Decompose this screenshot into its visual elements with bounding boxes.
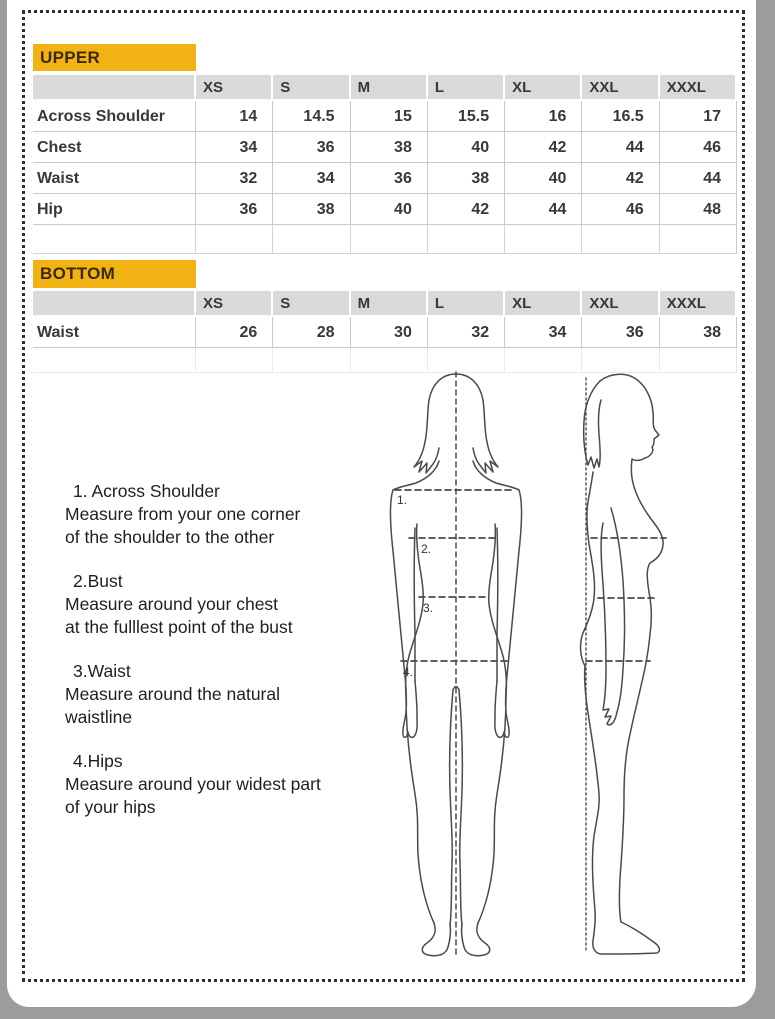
size-cell: 14	[196, 101, 273, 132]
size-cell: 17	[660, 101, 737, 132]
bottom-table-grid	[33, 291, 737, 373]
front-arm-left-inner	[414, 528, 415, 681]
size-cell: 36	[273, 132, 350, 163]
size-cell: 44	[660, 163, 737, 194]
size-header: XL	[505, 291, 582, 317]
upper-table-grid	[33, 75, 737, 254]
front-leg-left-outer	[406, 696, 450, 956]
size-cell: 30	[351, 317, 428, 348]
size-header: XXL	[582, 75, 659, 101]
measure-label-4: 4.	[403, 665, 414, 679]
row-label: Waist	[33, 317, 196, 348]
front-hair-left	[414, 374, 456, 473]
size-cell: 32	[196, 163, 273, 194]
front-arm-left	[390, 490, 417, 737]
instruction-line: Measure around your chest	[65, 594, 279, 614]
upper-section-label: UPPER	[33, 44, 196, 71]
size-header: XS	[196, 291, 273, 317]
front-hair-right	[456, 374, 498, 473]
size-cell: 42	[428, 194, 505, 225]
measure-label-2: 2.	[421, 542, 432, 556]
spacer-cell	[33, 225, 196, 254]
instruction-waist	[62, 660, 397, 729]
size-header: XXXL	[660, 75, 737, 101]
size-cell: 15	[351, 101, 428, 132]
instruction-title: 3.Waist	[73, 661, 131, 681]
instruction-hips	[62, 750, 397, 819]
size-cell: 16.5	[582, 101, 659, 132]
body-measurement-figures	[362, 366, 747, 970]
front-leg-right-inner	[459, 690, 462, 924]
size-cell: 46	[582, 194, 659, 225]
instruction-line: of your hips	[65, 797, 156, 817]
size-cell: 40	[351, 194, 428, 225]
size-header: S	[273, 291, 350, 317]
size-header: M	[351, 75, 428, 101]
size-header: S	[273, 75, 350, 101]
size-cell: 36	[582, 317, 659, 348]
size-cell: 26	[196, 317, 273, 348]
measure-label-1: 1.	[397, 493, 408, 507]
size-cell: 16	[505, 101, 582, 132]
size-cell: 48	[660, 194, 737, 225]
size-cell: 44	[505, 194, 582, 225]
row-label: Across Shoulder	[33, 101, 196, 132]
size-header: XXXL	[660, 291, 737, 317]
size-cell: 40	[505, 163, 582, 194]
size-cell: 40	[428, 132, 505, 163]
row-label: Waist	[33, 163, 196, 194]
measurement-instructions	[62, 480, 397, 840]
side-arm	[601, 508, 624, 725]
size-cell: 38	[351, 132, 428, 163]
instruction-line: Measure around your widest part	[65, 774, 321, 794]
instruction-title: 4.Hips	[73, 751, 123, 771]
side-figure	[581, 374, 666, 954]
instruction-title: 1. Across Shoulder	[73, 481, 220, 501]
size-cell: 14.5	[273, 101, 350, 132]
front-leg-right-outer	[462, 696, 506, 956]
instruction-line: of the shoulder to the other	[65, 527, 275, 547]
instruction-line: waistline	[65, 707, 133, 727]
size-cell: 42	[505, 132, 582, 163]
size-cell: 34	[505, 317, 582, 348]
upper-size-table	[33, 44, 737, 254]
size-header: M	[351, 291, 428, 317]
size-cell: 38	[428, 163, 505, 194]
size-cell: 38	[660, 317, 737, 348]
instruction-line: Measure around the natural	[65, 684, 280, 704]
header-empty-cell	[33, 291, 196, 317]
size-cell: 32	[428, 317, 505, 348]
front-leg-left-inner	[450, 690, 453, 924]
front-figure	[390, 372, 521, 956]
bottom-section-label: BOTTOM	[33, 260, 196, 288]
size-cell: 34	[273, 163, 350, 194]
instruction-line: Measure from your one corner	[65, 504, 301, 524]
size-header: XL	[505, 75, 582, 101]
size-header: L	[428, 291, 505, 317]
header-empty-cell	[33, 75, 196, 101]
size-header: XXL	[582, 291, 659, 317]
bottom-size-table	[33, 260, 737, 373]
front-arm-right	[495, 490, 522, 737]
size-cell: 46	[660, 132, 737, 163]
size-cell: 44	[582, 132, 659, 163]
instruction-line: at the fulllest point of the bust	[65, 617, 293, 637]
measure-label-3: 3.	[423, 601, 434, 615]
size-cell: 36	[351, 163, 428, 194]
instruction-title: 2.Bust	[73, 571, 123, 591]
size-cell: 38	[273, 194, 350, 225]
row-label: Chest	[33, 132, 196, 163]
size-cell: 42	[582, 163, 659, 194]
size-cell: 15.5	[428, 101, 505, 132]
size-cell: 28	[273, 317, 350, 348]
front-arm-right-inner	[497, 528, 498, 681]
instruction-across-shoulder	[62, 480, 397, 549]
size-header: XS	[196, 75, 273, 101]
instruction-bust	[62, 570, 397, 639]
size-cell: 36	[196, 194, 273, 225]
size-header: L	[428, 75, 505, 101]
size-cell: 34	[196, 132, 273, 163]
row-label: Hip	[33, 194, 196, 225]
